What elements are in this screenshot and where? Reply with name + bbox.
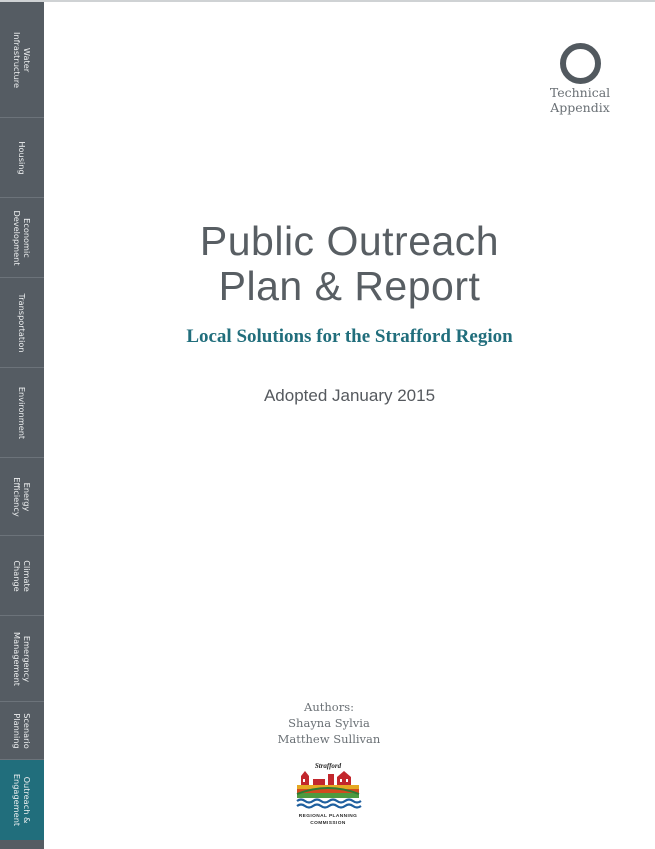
sidebar-item-label: Economic Development [12,209,32,266]
sidebar-item-economic-development[interactable] [0,198,44,278]
appendix-letter-icon [560,43,601,84]
author-name: Shayna Sylvia [288,716,370,730]
chapter-sidebar [0,2,44,849]
cover-title-line1: Public Outreach [199,218,500,264]
sidebar-item-transportation[interactable] [0,278,44,368]
sidebar-footer-strip [0,840,44,849]
appendix-label: Technical Appendix [549,85,611,115]
cover-title-line2: Plan & Report [218,263,481,309]
sidebar-item-label: Water Infrastructure [12,31,32,88]
sidebar-item-water-infrastructure[interactable] [0,2,44,118]
logo-name-line1: REGIONAL PLANNING [298,814,358,819]
sidebar-item-label: Housing [17,140,27,175]
sidebar-item-climate-change[interactable] [0,536,44,616]
sidebar-item-label: Outreach & Engagement [12,773,32,827]
sidebar-item-energy-efficiency[interactable] [0,458,44,536]
sidebar-item-label: Climate Change [12,559,32,592]
authors-heading: Authors: [304,700,354,714]
logo-wordmark: Strafford [314,762,342,770]
commission-logo [293,762,363,826]
sidebar-item-label: Emergency Management [12,631,32,686]
author-name: Matthew Sullivan [277,732,381,746]
cover-subtitle: Local Solutions for the Strafford Region [186,326,513,347]
sidebar-item-environment[interactable] [0,368,44,458]
sidebar-item-label: Energy Efficiency [12,476,32,517]
sidebar-item-emergency-management[interactable] [0,616,44,702]
sidebar-item-scenario-planning[interactable] [0,702,44,760]
sidebar-item-housing[interactable] [0,118,44,198]
adopted-date: Adopted January 2015 [263,386,436,405]
authors-block [229,699,429,747]
sidebar-item-label: Transportation [17,292,27,353]
logo-name-line2: COMMISSION [310,821,346,826]
sidebar-item-label: Environment [17,386,27,439]
sidebar-item-outreach-engagement[interactable] [0,760,44,840]
sidebar-item-label: Scenario Planning [12,712,32,749]
logo-emblem-icon [293,770,363,814]
